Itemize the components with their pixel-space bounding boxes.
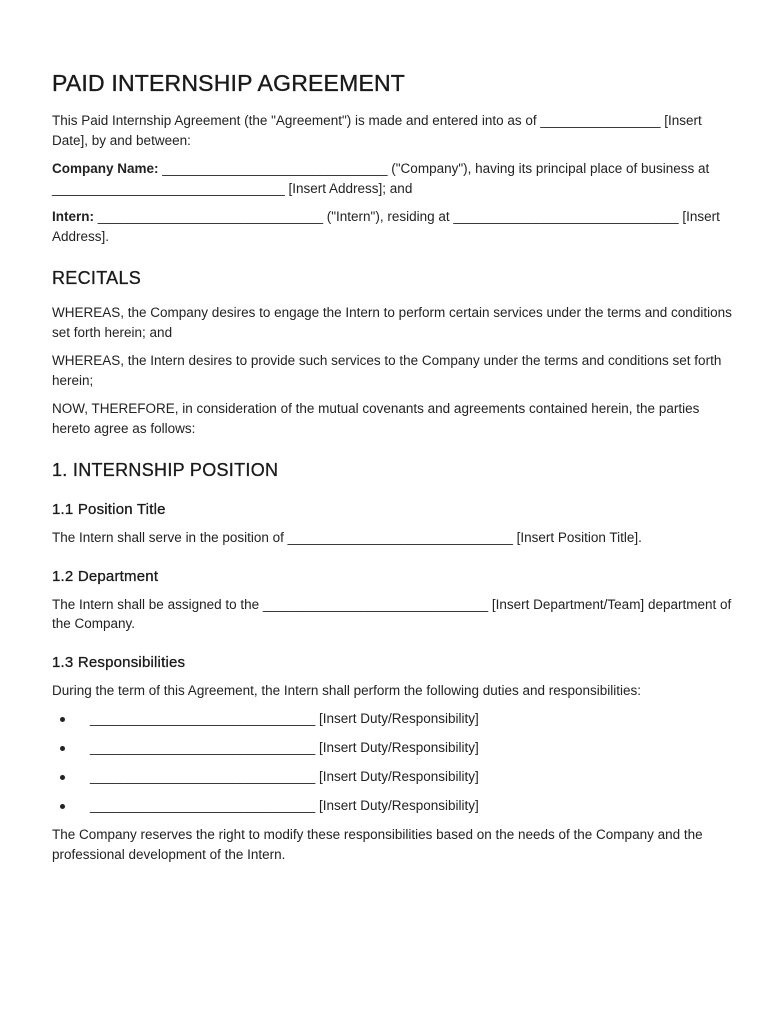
duty-text: ______________________________ [Insert Duty/Responsibility]: [90, 711, 479, 726]
department-paragraph: The Intern shall be assigned to the ______________________________ [Insert Department/Team] department of the Company.: [52, 596, 732, 631]
responsibilities-list: [52, 709, 732, 816]
recital-now-therefore: NOW, THEREFORE, in consideration of the mutual covenants and agreements contained herein, the parties hereto agree as follows:: [52, 401, 700, 436]
document-page: [52, 70, 732, 873]
position-title-paragraph: The Intern shall serve in the position of ______________________________ [Insert Position Title].: [52, 530, 642, 545]
company-label: Company Name:: [52, 161, 159, 176]
list-item: [52, 796, 732, 816]
intern-text: ______________________________ ("Intern"), residing at ______________________________ [Insert Address].: [52, 209, 720, 244]
section-1-heading: 1. INTERNSHIP POSITION: [52, 460, 279, 480]
recitals-heading: RECITALS: [52, 268, 142, 288]
duty-text: ______________________________ [Insert Duty/Responsibility]: [90, 740, 479, 755]
company-text: ______________________________ ("Company"), having its principal place of business at _______________________________ [Insert Address]; and: [52, 161, 710, 196]
list-item: [52, 738, 732, 758]
bullet-icon: [60, 746, 65, 751]
department-heading: 1.2 Department: [52, 567, 159, 585]
document-title: PAID INTERNSHIP AGREEMENT: [52, 70, 406, 96]
bullet-icon: [60, 717, 65, 722]
intern-paragraph: [52, 207, 732, 246]
bullet-icon: [60, 775, 65, 780]
intro-paragraph: This Paid Internship Agreement (the "Agreement") is made and entered into as of ________________ [Insert Date], by and between:: [52, 113, 702, 148]
responsibilities-heading: 1.3 Responsibilities: [52, 653, 186, 671]
list-item: [52, 767, 732, 787]
recital-whereas-intern: WHEREAS, the Intern desires to provide such services to the Company under the terms and conditions set forth herein;: [52, 353, 722, 388]
position-title-heading: 1.1 Position Title: [52, 501, 166, 518]
company-paragraph: [52, 159, 732, 198]
responsibilities-closing: The Company reserves the right to modify these responsibilities based on the needs of the Company and the professional development of the Intern.: [52, 827, 703, 862]
duty-text: ______________________________ [Insert Duty/Responsibility]: [90, 798, 479, 813]
list-item: [52, 709, 732, 729]
bullet-icon: [60, 804, 65, 809]
intern-label: Intern:: [52, 209, 94, 224]
responsibilities-intro: During the term of this Agreement, the Intern shall perform the following duties and responsibilities:: [52, 682, 642, 698]
recital-whereas-company: WHEREAS, the Company desires to engage the Intern to perform certain services under the terms and conditions set forth herein; and: [52, 305, 732, 340]
duty-text: ______________________________ [Insert Duty/Responsibility]: [90, 769, 479, 784]
